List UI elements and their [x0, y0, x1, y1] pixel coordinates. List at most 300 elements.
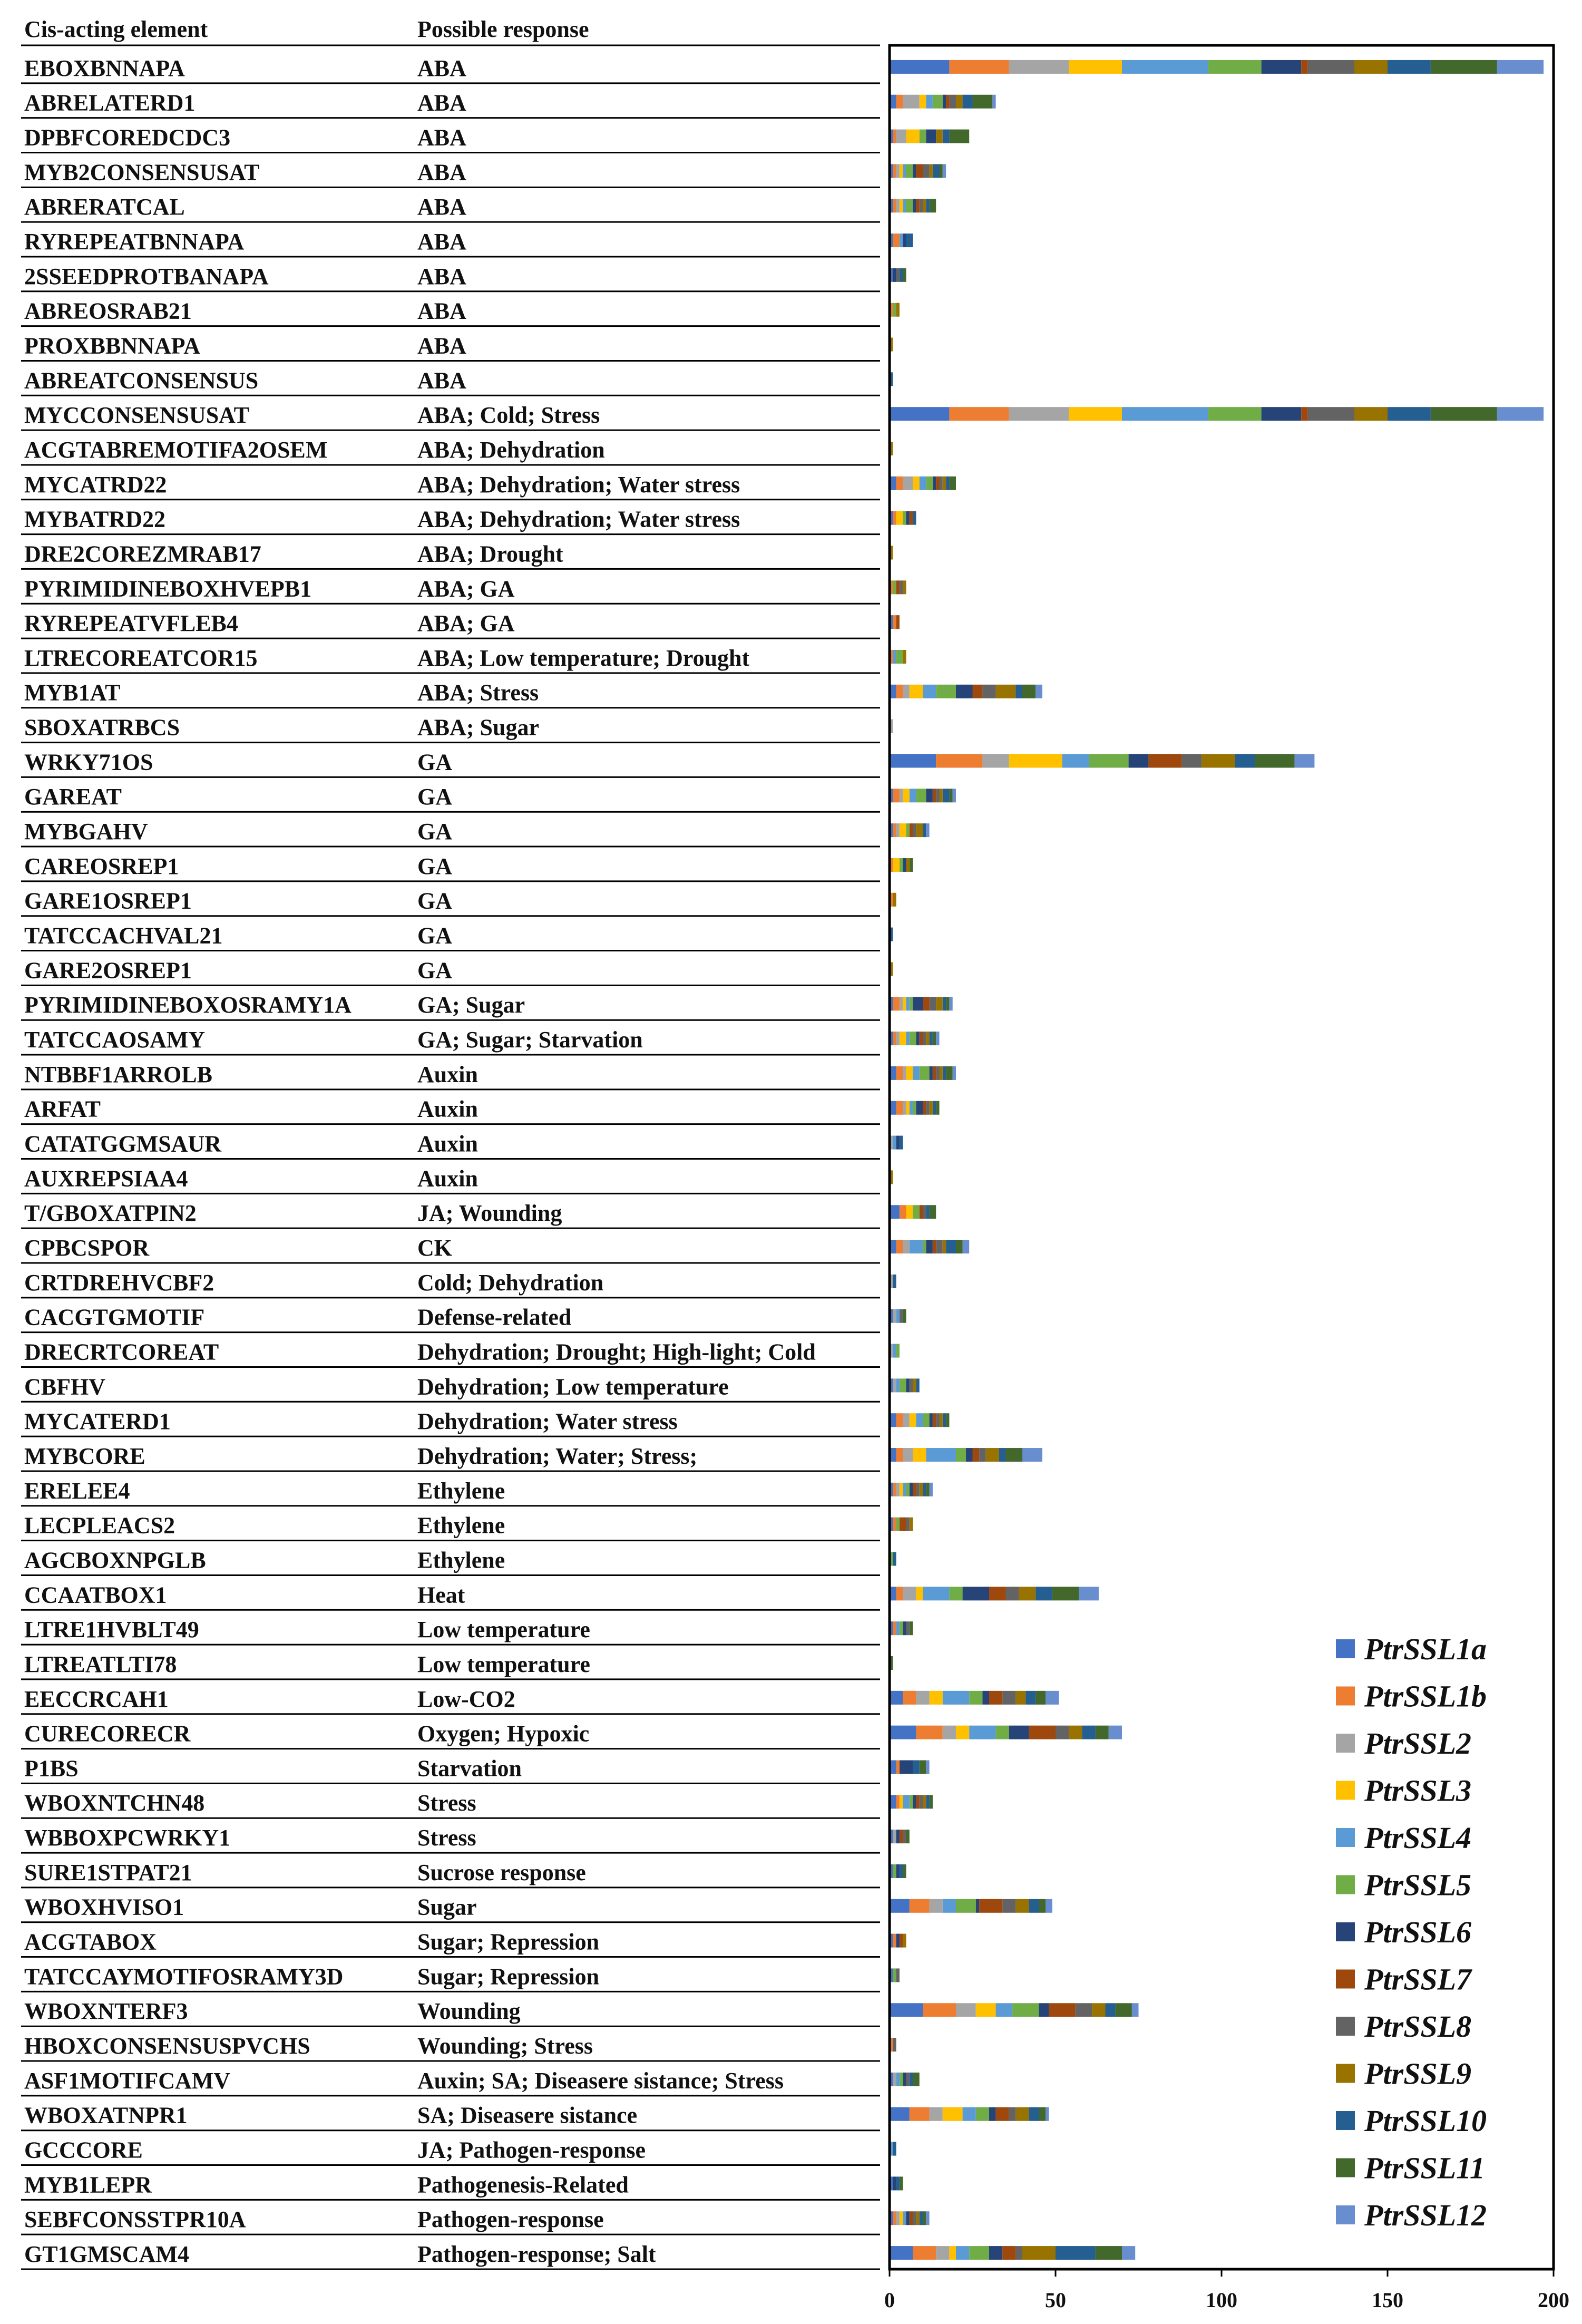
table-row [21, 1721, 880, 1749]
bar-segment [1076, 2003, 1092, 2017]
cis-element-label: DRE2COREZMRAB17 [24, 541, 261, 567]
bar-segment [896, 1309, 900, 1323]
response-label: Low-CO2 [417, 1686, 515, 1712]
bar-segment [936, 1101, 939, 1115]
response-label: JA; Pathogen-response [417, 2137, 646, 2163]
bar-segment [953, 1066, 956, 1080]
cis-element-label: MYBCORE [24, 1443, 145, 1469]
bar-segment [893, 1136, 896, 1150]
bar-segment [910, 997, 913, 1010]
bar-segment [1046, 1691, 1059, 1705]
bar-segment [906, 997, 910, 1010]
bar-segment [956, 2246, 969, 2260]
bar-segment [893, 997, 900, 1010]
table-row [21, 1339, 880, 1367]
bar-segment [896, 1621, 900, 1635]
table-row [21, 2103, 880, 2131]
bar-segment [943, 2107, 963, 2121]
bar-segment [920, 130, 926, 143]
table-rows [21, 45, 880, 2269]
bar-segment [900, 1032, 906, 1045]
bar-segment [896, 650, 903, 664]
bar-segment [1235, 754, 1255, 767]
bar-segment [1301, 407, 1308, 421]
cis-element-label: RYREPEATBNNAPA [24, 228, 245, 255]
bar-segment [923, 1032, 926, 1045]
bar-segment [1308, 60, 1354, 74]
bar-segment [903, 1830, 906, 1843]
table-row [21, 1408, 880, 1436]
bar-segment [900, 1795, 903, 1808]
bar-segment [913, 997, 923, 1010]
bar-segment [916, 1691, 929, 1705]
bar-segment [982, 754, 1009, 767]
table-row [21, 194, 880, 222]
response-label: ABA [417, 367, 466, 394]
bar-segment [1015, 1899, 1029, 1913]
cis-element-label: MYB1AT [24, 679, 121, 706]
response-label: Heat [417, 1582, 465, 1608]
bar-segment [900, 2176, 903, 2190]
bar-segment [893, 1864, 896, 1878]
bar-segment [996, 685, 1016, 698]
legend-label: PtrSSL4 [1364, 1821, 1472, 1855]
cis-element-label: MYCCONSENSUSAT [24, 402, 250, 429]
response-label: ABA; Cold; Stress [417, 402, 600, 429]
bar-segment [900, 1483, 903, 1496]
bar-segment [906, 130, 920, 143]
bar-segment [890, 1205, 900, 1219]
bar-segment [956, 2003, 976, 2017]
bar-segment [943, 477, 946, 490]
table-row [21, 749, 880, 777]
cis-element-label: MYCATRD22 [24, 471, 167, 498]
bar-segment [903, 685, 910, 698]
bar-segment [1036, 1587, 1052, 1600]
bar-segment [903, 268, 906, 282]
bar-segment [949, 60, 1009, 74]
bar-segment [1079, 1587, 1099, 1600]
table-row [21, 159, 880, 187]
bar-segment [989, 2246, 1002, 2260]
bar-segment [900, 1934, 903, 1948]
bar-segment [926, 1240, 933, 1253]
cis-element-label: CAREOSREP1 [24, 853, 179, 879]
bar-segment [906, 1483, 910, 1496]
bar-segment [943, 95, 946, 109]
bar-segment [900, 268, 903, 282]
bar-segment [923, 2211, 926, 2225]
bar-segment [1069, 407, 1122, 421]
legend-swatch [1336, 1781, 1355, 1800]
bar-segment [903, 1934, 906, 1948]
table-row [21, 402, 880, 430]
bar-segment [930, 164, 933, 178]
bar-segment [913, 1760, 920, 1774]
bar-segment [1022, 1448, 1042, 1462]
legend-swatch [1336, 1875, 1355, 1894]
response-label: Auxin [417, 1131, 478, 1157]
cis-element-label: CPBCSPOR [24, 1234, 150, 1261]
bar-segment [903, 1101, 906, 1115]
bar-segment [1056, 2246, 1096, 2260]
response-label: GA [417, 853, 452, 879]
bar-segment [986, 1448, 999, 1462]
bar-segment [943, 1899, 956, 1913]
response-label: ABA [417, 124, 466, 151]
legend-label: PtrSSL2 [1364, 1726, 1472, 1761]
bar-segment [1029, 1899, 1039, 1913]
legend-label: PtrSSL5 [1364, 1868, 1472, 1902]
legend-item [1336, 1679, 1487, 1714]
bar-segment [903, 234, 906, 247]
bar-segment [916, 1032, 919, 1045]
bar-segment [926, 130, 936, 143]
bar-segment [916, 1795, 919, 1808]
bar-segment [906, 2211, 910, 2225]
table-row [21, 715, 880, 743]
cis-element-label: SBOXATRBCS [24, 714, 180, 741]
bar-segment [999, 1448, 1006, 1462]
response-label: ABA [417, 228, 466, 255]
legend-item [1336, 2009, 1471, 2044]
x-tick-label: 0 [884, 2288, 895, 2312]
bar-segment [913, 477, 920, 490]
cis-element-label: SURE1STPAT21 [24, 1859, 192, 1885]
bar-segment [906, 1066, 913, 1080]
bar-segment [1208, 407, 1262, 421]
bar-segment [973, 685, 983, 698]
bar-segment [936, 1240, 943, 1253]
response-label: Low temperature [417, 1617, 590, 1643]
table-row [21, 610, 880, 638]
bar-segment [890, 2003, 923, 2017]
bar-segment [926, 823, 929, 837]
bar-segment [926, 477, 933, 490]
bar-segment [963, 2107, 976, 2121]
response-label: ABA [417, 90, 466, 116]
bar-segment [923, 1205, 926, 1219]
bar-segment [890, 754, 936, 767]
bar-segment [906, 1032, 910, 1045]
bar-segment [903, 1483, 906, 1496]
legend-swatch [1336, 2158, 1355, 2177]
bar-segment [893, 199, 896, 212]
legend-swatch [1336, 2017, 1355, 2036]
bar-segment [923, 1101, 926, 1115]
header-response: Possible response [417, 16, 589, 42]
bar-segment [900, 1760, 913, 1774]
bar-segment [1046, 2107, 1049, 2121]
response-label: Dehydration; Water stress [417, 1408, 678, 1435]
bar-segment [1069, 1726, 1082, 1739]
bar-segment [923, 997, 930, 1010]
cis-element-label: ABREOSRAB21 [24, 298, 192, 324]
table-row [21, 1547, 880, 1575]
table-row [21, 90, 880, 118]
bar-segment [913, 823, 916, 837]
bar-segment [906, 1205, 913, 1219]
bar-segment [910, 1518, 913, 1531]
bar-segment [906, 511, 910, 525]
bar-segment [916, 1378, 919, 1392]
cis-element-label: EECCRCAH1 [24, 1686, 169, 1712]
bar-segment [936, 997, 943, 1010]
bar-segment [1132, 2003, 1139, 2017]
bar-segment [956, 1448, 966, 1462]
bar-segment [890, 1899, 910, 1913]
table-row [21, 1443, 880, 1471]
response-label: Pathogenesis-Related [417, 2172, 629, 2198]
table-row [21, 888, 880, 916]
bar-segment [900, 234, 903, 247]
header-element: Cis-acting element [24, 16, 208, 42]
response-label: Auxin; SA; Diseasere sistance; Stress [417, 2067, 784, 2094]
bar-segment [989, 1691, 1002, 1705]
bar-segment [949, 789, 952, 802]
cis-element-label: LECPLEACS2 [24, 1512, 175, 1539]
bar-segment [896, 1240, 903, 1253]
bar-segment [949, 1587, 962, 1600]
bar-segment [920, 1066, 930, 1080]
response-label: ABA [417, 159, 466, 186]
response-label: Wounding; Stress [417, 2033, 593, 2059]
bar-segment [913, 1483, 916, 1496]
bar-segment [916, 2211, 919, 2225]
bar-segment [936, 1032, 939, 1045]
bar-segment [1082, 1726, 1095, 1739]
response-label: Low temperature [417, 1651, 590, 1677]
bar-segment [896, 1344, 900, 1358]
cis-element-label: WBBOXPCWRKY1 [24, 1825, 231, 1851]
bar-segment [910, 858, 913, 872]
bar-segment [1049, 2003, 1075, 2017]
bar-segment [900, 164, 903, 178]
legend-item [1336, 2198, 1487, 2232]
table-row [21, 507, 880, 534]
bar-segment [903, 164, 906, 178]
bar-segment [920, 1483, 923, 1496]
bar-segment [963, 1587, 989, 1600]
bar-segment [946, 997, 949, 1010]
bar-segment [893, 1378, 896, 1392]
bar-segment [890, 2107, 910, 2121]
bar-segment [996, 2107, 1009, 2121]
bar-segment [1015, 2107, 1029, 2121]
bar-segment [910, 1621, 913, 1635]
bar-segment [1039, 2107, 1046, 2121]
cis-element-label: 2SSEEDPROTBANAPA [24, 263, 269, 289]
bar-segment [893, 2038, 896, 2051]
bar-segment [1262, 407, 1302, 421]
bar-segment [910, 1413, 916, 1427]
response-label: Ethylene [417, 1477, 505, 1504]
cis-element-label: ABRERATCAL [24, 194, 185, 220]
bar-segment [930, 997, 936, 1010]
bar-segment [930, 199, 936, 212]
bar-segment [1092, 2003, 1105, 2017]
bar-segment [933, 1066, 936, 1080]
bar-segment [890, 1691, 903, 1705]
bar-segment [969, 1726, 995, 1739]
table-row [21, 1131, 880, 1159]
response-label: ABA [417, 55, 466, 81]
bar-segment [916, 1726, 942, 1739]
bar-segment [1388, 407, 1431, 421]
bar-segment [903, 858, 906, 872]
cis-element-label: CACGTGMOTIF [24, 1304, 205, 1330]
bar-segment [893, 2176, 896, 2190]
response-label: GA [417, 819, 452, 845]
bar-segment [936, 685, 956, 698]
cis-element-label: WBOXNTCHN48 [24, 1790, 205, 1816]
cis-element-label: DPBFCOREDCDC3 [24, 124, 231, 151]
bar-segment [913, 1101, 916, 1115]
bar-segment [1056, 1726, 1069, 1739]
bar-segment [893, 823, 896, 837]
bar-segment [933, 95, 943, 109]
bar-segment [1308, 407, 1354, 421]
bar-segment [913, 1066, 920, 1080]
bar-segment [979, 1448, 986, 1462]
bar-segment [923, 1483, 926, 1496]
table-row [21, 1165, 880, 1193]
response-label: Wounding [417, 1998, 521, 2025]
cis-element-label: GCCCORE [24, 2137, 143, 2163]
bar-segment [1029, 1726, 1056, 1739]
bar-segment [906, 1378, 910, 1392]
cis-element-label: T/GBOXATPIN2 [24, 1200, 197, 1227]
bar-segment [903, 1587, 916, 1600]
bar-segment [930, 1795, 933, 1808]
table-row [21, 1513, 880, 1541]
bar-segment [916, 199, 919, 212]
bar-segment [940, 477, 943, 490]
response-label: GA [417, 922, 452, 949]
bar-segment [1497, 60, 1544, 74]
bar-segment [910, 1240, 923, 1253]
bar-segment [890, 2246, 913, 2260]
bar-segment [1036, 685, 1042, 698]
bar-segment [930, 1205, 936, 1219]
bar-segment [976, 2003, 996, 2017]
bar-segment [906, 858, 910, 872]
bar-segment [896, 1066, 903, 1080]
bar-segment [910, 1795, 913, 1808]
response-label: ABA; Dehydration; Water stress [417, 506, 740, 532]
bar-segment [1015, 685, 1022, 698]
bar-segment [916, 1413, 923, 1427]
response-label: Auxin [417, 1165, 478, 1192]
bar-segment [893, 1621, 896, 1635]
table-row [21, 1235, 880, 1263]
bar-segment [903, 1066, 906, 1080]
table-row [21, 923, 880, 951]
bar-segment [923, 823, 926, 837]
bar-segment [976, 2107, 989, 2121]
response-label: GA; Sugar [417, 992, 525, 1018]
bar-segment [893, 303, 896, 317]
table-row [21, 1860, 880, 1888]
legend-item [1336, 2057, 1471, 2091]
legend-swatch [1336, 2205, 1355, 2224]
bar-segment [946, 477, 949, 490]
cis-element-label: MYBATRD22 [24, 506, 166, 532]
bar-segment [893, 511, 896, 525]
bar-segment [926, 199, 929, 212]
bar-segment [896, 1483, 900, 1496]
response-label: Stress [417, 1790, 476, 1816]
bar-segment [946, 1066, 953, 1080]
bar-segment [973, 95, 993, 109]
table-row [21, 784, 880, 812]
bar-segment [1002, 1691, 1015, 1705]
legend [1336, 1632, 1487, 2232]
bar-segment [1039, 2003, 1049, 2017]
bar-segment [896, 1378, 900, 1392]
bar-segment [1431, 407, 1497, 421]
legend-swatch [1336, 1970, 1355, 1989]
bar-segment [936, 477, 939, 490]
bar-segment [896, 95, 903, 109]
bar-segment [896, 1968, 900, 1982]
table-row [21, 645, 880, 673]
bar-segment [1354, 407, 1388, 421]
bar-segment [896, 580, 900, 594]
bar-segment [926, 2211, 929, 2225]
cis-element-label: GARE1OSREP1 [24, 888, 192, 914]
bar-segment [933, 164, 940, 178]
table-row [21, 1062, 880, 1090]
table-row [21, 1478, 880, 1506]
bar-segment [926, 1483, 929, 1496]
bar-segment [906, 1518, 910, 1531]
cis-element-label: RYREPEATVFLEB4 [24, 610, 238, 637]
response-label: Defense-related [417, 1304, 572, 1330]
bar-segment [913, 511, 916, 525]
bar-segment [926, 95, 933, 109]
bar-segment [930, 1066, 933, 1080]
bar-segment [893, 1518, 896, 1531]
bar-segment [900, 1518, 906, 1531]
bar-segment [906, 164, 913, 178]
legend-label: PtrSSL1a [1364, 1632, 1487, 1666]
bar-segment [890, 1726, 916, 1739]
table-row [21, 1998, 880, 2026]
bar-segment [1129, 754, 1149, 767]
bar-segment [1046, 1899, 1052, 1913]
bar-segment [989, 1587, 1006, 1600]
cis-element-label: ACGTABREMOTIFA2OSEM [24, 436, 328, 463]
bar-segment [966, 1448, 973, 1462]
response-label: Pathogen-response; Salt [417, 2241, 656, 2267]
bar-segment [1036, 1691, 1046, 1705]
bar-segment [900, 199, 903, 212]
cis-element-label: MYBGAHV [24, 819, 148, 845]
bar-segment [913, 2246, 936, 2260]
cis-element-label: PROXBBNNAPA [24, 333, 201, 359]
response-label: Sucrose response [417, 1859, 586, 1885]
bar-segment [903, 650, 906, 664]
bar-segment [896, 1864, 900, 1878]
bar-segment [893, 1309, 896, 1323]
bar-segment [906, 199, 913, 212]
cis-element-label: ABRELATERD1 [24, 90, 196, 116]
response-label: ABA; Dehydration [417, 436, 605, 463]
bar-segment [903, 2211, 906, 2225]
legend-label: PtrSSL3 [1364, 1773, 1472, 1808]
bar-segment [936, 754, 982, 767]
